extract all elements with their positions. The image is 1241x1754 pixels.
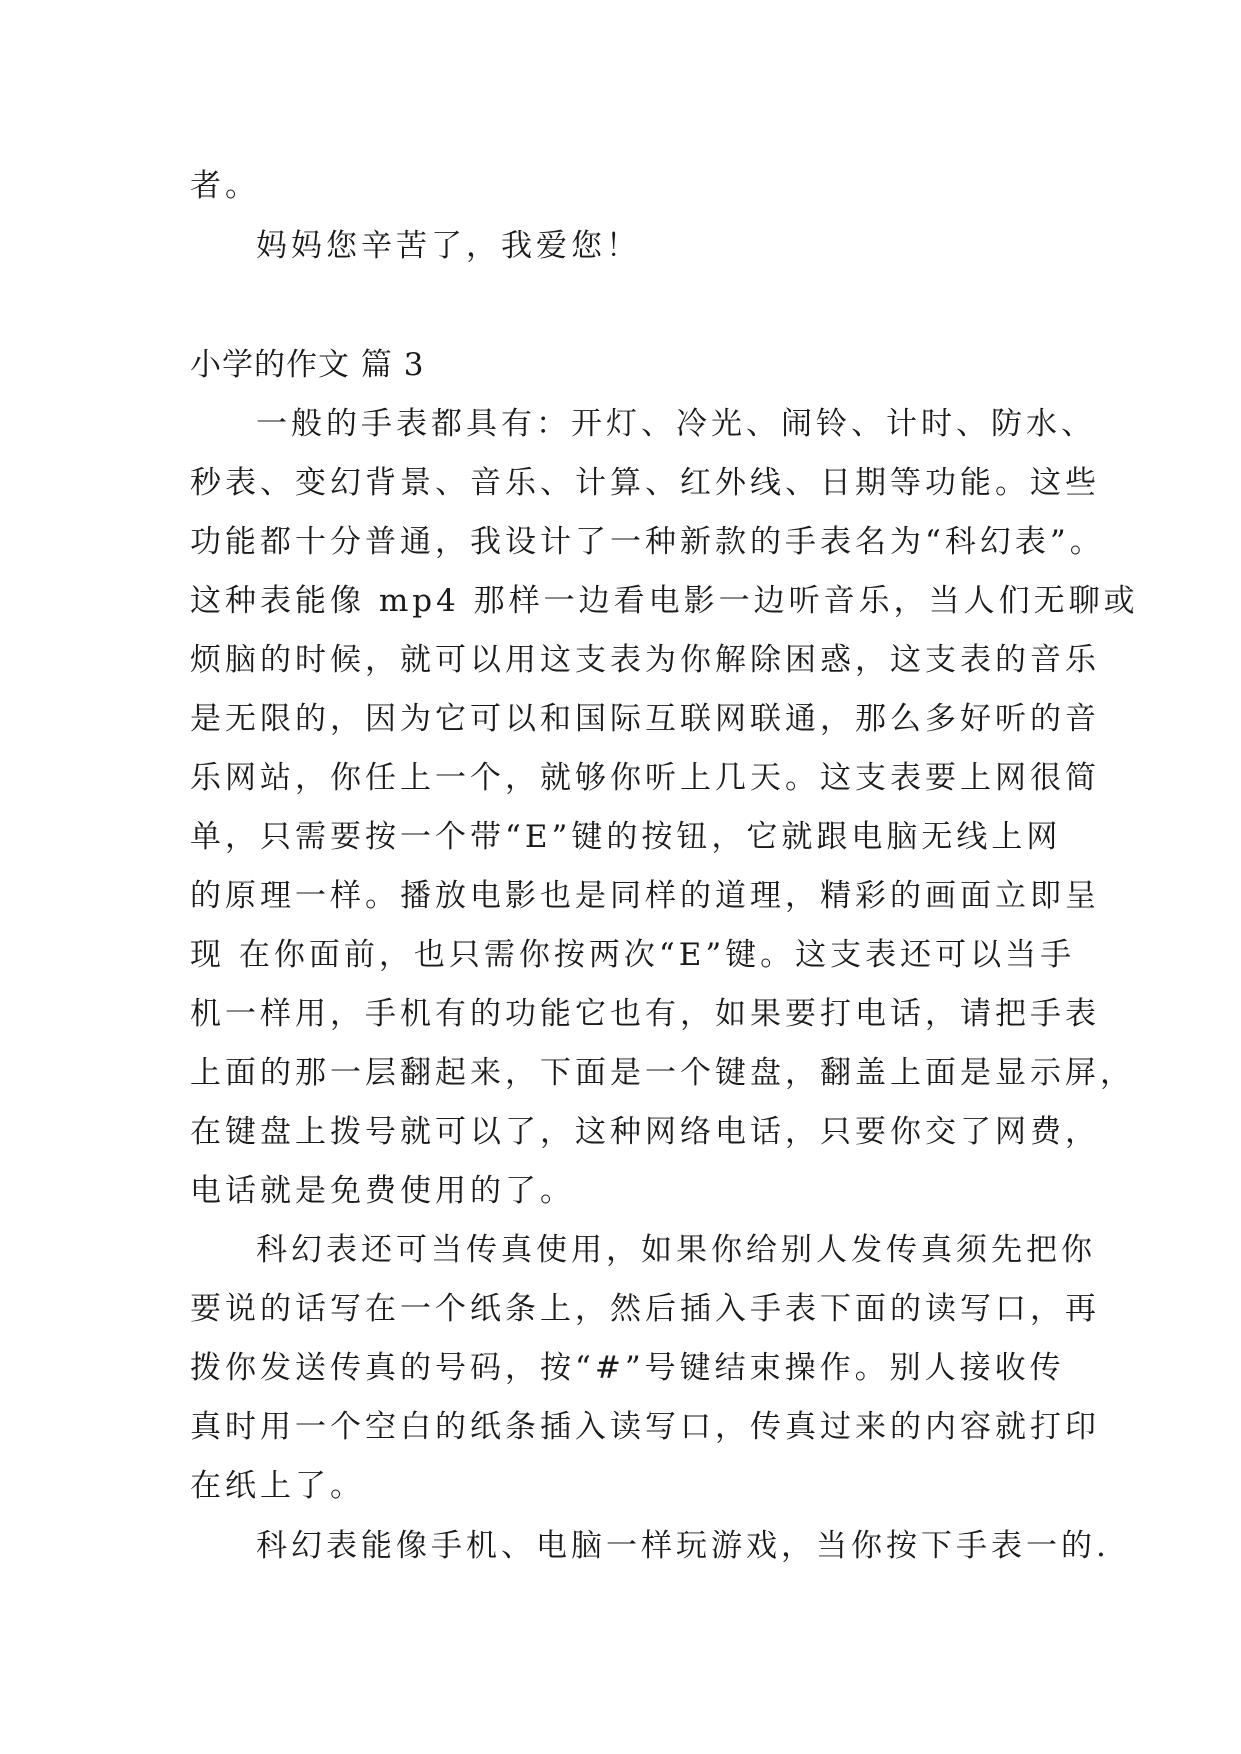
text-line: 在纸上了。 <box>190 1468 365 1504</box>
text-line: 妈妈您辛苦了，我爱您！ <box>256 228 641 264</box>
text-line: 功能都十分普通，我设计了一种新款的手表名为“科幻表”。 <box>190 524 1105 560</box>
text-line: 机一样用，手机有的功能它也有，如果要打电话，请把手表 <box>190 996 1100 1032</box>
text-line: 要说的话写在一个纸条上，然后插入手表下面的读写口，再 <box>190 1291 1100 1327</box>
text-line: 一般的手表都具有：开灯、冷光、闹铃、计时、防水、 <box>256 406 1096 442</box>
text-line: 电话就是免费使用的了。 <box>190 1173 575 1209</box>
text-line: 这种表能像 mp4 那样一边看电影一边听音乐，当人们无聊或 <box>190 583 1139 619</box>
text-line: 上面的那一层翻起来，下面是一个键盘，翻盖上面是显示屏， <box>190 1055 1135 1091</box>
text-line: 乐网站，你任上一个，就够你听上几天。这支表要上网很简 <box>190 760 1100 796</box>
text-line: 在键盘上拨号就可以了，这种网络电话，只要你交了网费， <box>190 1114 1100 1150</box>
text-line: 现 在你面前，也只需你按两次“E”键。这支表还可以当手 <box>190 937 1076 973</box>
text-line: 科幻表能像手机、电脑一样玩游戏，当你按下手表一的. <box>256 1528 1110 1564</box>
section-heading: 小学的作文 篇 3 <box>190 347 425 383</box>
text-line: 拨你发送传真的号码，按“#”号键结束操作。别人接收传 <box>190 1350 1065 1386</box>
text-line: 烦脑的时候，就可以用这支表为你解除困惑，这支表的音乐 <box>190 642 1100 678</box>
text-line: 是无限的，因为它可以和国际互联网联通，那么多好听的音 <box>190 701 1100 737</box>
text-line: 者。 <box>190 168 260 204</box>
text-line: 真时用一个空白的纸条插入读写口，传真过来的内容就打印 <box>190 1409 1100 1445</box>
text-line: 秒表、变幻背景、音乐、计算、红外线、日期等功能。这些 <box>190 465 1100 501</box>
text-line: 科幻表还可当传真使用，如果你给别人发传真须先把你 <box>256 1232 1096 1268</box>
text-line: 的原理一样。播放电影也是同样的道理，精彩的画面立即呈 <box>190 878 1100 914</box>
text-line: 单，只需要按一个带“E”键的按钮，它就跟电脑无线上网 <box>190 819 1062 855</box>
